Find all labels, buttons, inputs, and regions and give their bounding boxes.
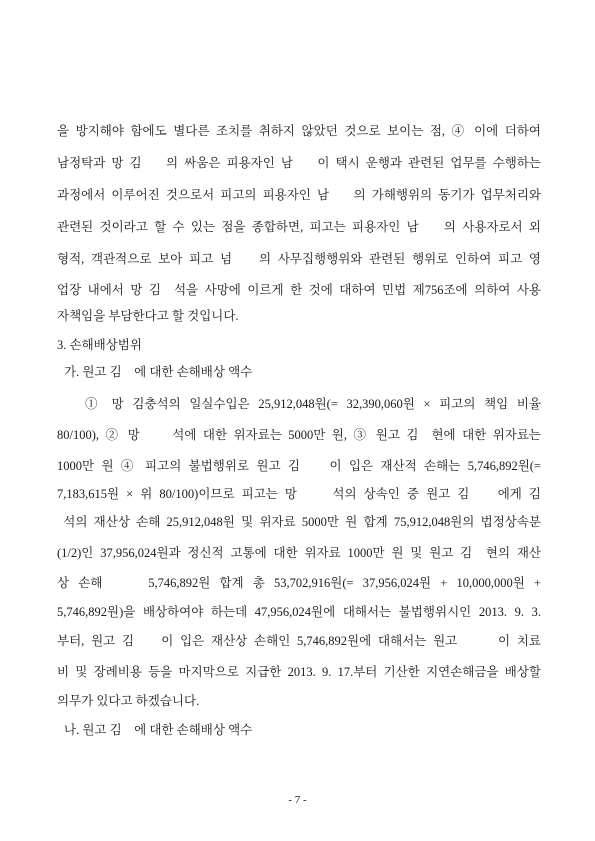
section-heading: 3. 손해배상범위 <box>57 338 142 352</box>
body-text-line: 부터, 원고 김 이 입은 재산상 손해인 5,746,892원에 대해서는 원고 이 치료 <box>57 634 541 648</box>
body-text-line: 의무가 있다고 하겠습니다. <box>57 694 200 708</box>
body-text-line: 을 방지해야 함에도 별다른 조치를 취하지 않았던 것으로 보이는 점, ④ 이에 더하여 <box>57 124 541 138</box>
page-number: - 7 - <box>288 794 307 806</box>
body-text-line: 7,183,615원 × 위 80/100)이므로 피고는 망 석의 상속인 중 원고 김 에게 김 <box>57 487 541 501</box>
body-text-line: ① 망 김충석의 일실수입은 25,912,048원(= 32,390,060원 × 피고의 책임 비율 <box>85 397 541 411</box>
body-text-line: (1/2)인 37,956,024원과 정신적 고통에 대한 위자료 1000만 원 및 원고 김 현의 재산 <box>57 546 541 560</box>
body-text-line: 석의 재산상 손해 25,912,048원 및 위자료 5000만 원 합계 75,912,048원의 법정상속분 <box>57 515 542 529</box>
body-text-line: 5,746,892원)을 배상하여야 하는데 47,956,024원에 대해서는 불법행위시인 2013. 9. 3. <box>57 605 541 619</box>
body-text-line: 비 및 장례비용 등을 마지막으로 지급한 2013. 9. 17.부터 기산한 지연손해금을 배상할 <box>57 665 541 679</box>
body-text-line: 관련된 것이라고 할 수 있는 점을 종합하면, 피고는 피용자인 남 의 사용자로서 외 <box>57 220 541 234</box>
body-text-line: 자책임을 부담한다고 할 것입니다. <box>57 309 239 323</box>
body-text-line: 80/100), ② 망 석에 대한 위자료는 5000만 원, ③ 원고 김 현에 대한 위자료는 <box>57 428 541 442</box>
subsection-heading: 나. 원고 김 에 대한 손해배상 액수 <box>64 723 253 737</box>
body-text-line: 남정탁과 망 김 의 싸움은 피용자인 남 이 택시 운행과 관련된 업무를 수행하는 <box>57 156 541 170</box>
body-text-line: 업장 내에서 망 김 석을 사망에 이르게 한 것에 대하여 민법 제756조에 의하여 사용 <box>57 283 541 297</box>
body-text-line: 과정에서 이루어진 것으로서 피고의 피용자인 남 의 가해행위의 동기가 업무처리와 <box>57 188 541 202</box>
subsection-heading: 가. 원고 김 에 대한 손해배상 액수 <box>64 365 253 379</box>
body-text-line: 상 손해 5,746,892원 합계 총 53,702,916원(= 37,956,024원 + 10,000,000원 + <box>57 576 541 590</box>
body-text-line: 형적, 객관적으로 보아 피고 넘 의 사무집행행위와 관련된 행위로 인하여 피고 영 <box>57 252 541 266</box>
body-text-line: 1000만 원 ④ 피고의 불법행위로 원고 김 이 입은 재산적 손해는 5,746,892원(= <box>57 459 541 473</box>
